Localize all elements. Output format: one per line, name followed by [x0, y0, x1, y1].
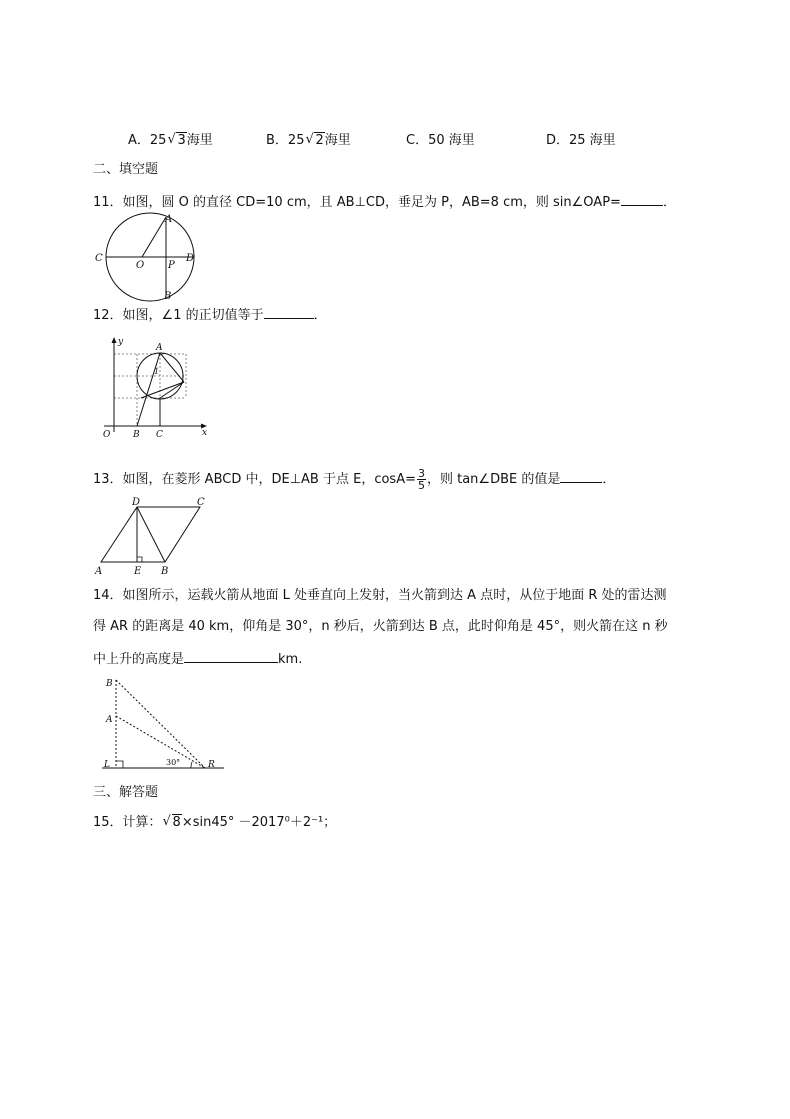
question-15-prefix: 15．计算：: [93, 815, 162, 830]
option-c: C．50 海里: [406, 133, 475, 148]
figure-q13-rhombus: [92, 497, 214, 577]
option-b-unit: 海里: [324, 133, 351, 148]
figure-q12-grid: [100, 334, 212, 442]
option-a-unit: 海里: [186, 133, 213, 148]
option-d: D．25 海里: [546, 133, 616, 148]
question-15: [93, 815, 336, 831]
label-D: D: [186, 253, 195, 264]
question-12: [93, 306, 327, 324]
radical-8: √ 8: [163, 815, 182, 831]
question-13-end: ．: [602, 472, 616, 487]
label-A: A: [165, 214, 173, 225]
question-14-text: 中上升的高度是: [93, 652, 185, 667]
answer-blank-14: [184, 650, 278, 663]
label-D: D: [132, 497, 141, 508]
label-A: A: [156, 343, 163, 353]
label-A: A: [95, 566, 103, 577]
label-A: A: [106, 715, 113, 725]
label-P: P: [168, 260, 175, 271]
label-B: B: [106, 679, 113, 689]
label-O: O: [136, 260, 145, 271]
option-b-radical: √ 2: [305, 133, 324, 148]
figure-q11-circle: [92, 210, 202, 302]
answer-blank-11: [621, 193, 663, 206]
label-E: E: [134, 566, 142, 577]
fraction-3-5: $\frac{3}{5}$: [417, 467, 425, 492]
question-14-line-3: [93, 650, 302, 668]
label-O: O: [103, 430, 111, 440]
label-B: B: [133, 430, 140, 440]
option-a: [128, 129, 213, 148]
question-12-text: 12．如图，∠1 的正切值等于: [93, 308, 264, 323]
label-angle-1: 1: [154, 367, 160, 376]
label-C: C: [156, 430, 163, 440]
label-L: L: [104, 760, 110, 770]
question-13-text-after: ，则 tan∠DBE 的值是: [426, 472, 561, 487]
question-13-text: 13．如图，在菱形 ABCD 中，DE⊥AB 于点 E，cosA=: [93, 472, 416, 487]
question-14-unit: km.: [278, 652, 303, 667]
question-11: [93, 193, 676, 211]
label-x: x: [202, 428, 208, 438]
label-B: B: [161, 566, 169, 577]
question-13: [93, 468, 615, 491]
question-11-text: 11．如图，圆 O 的直径 CD=10 cm，且 AB⊥CD，垂足为 P，AB=8 cm，则 sin∠OAP=: [93, 195, 621, 210]
option-a-radical: √ 3: [167, 133, 186, 148]
label-R: R: [208, 760, 215, 770]
question-14-line-2: 得 AR 的距离是 40 km，仰角是 30°，n 秒后，火箭到达 B 点，此时仰角是 45°，则火箭在这 n 秒: [93, 619, 668, 634]
figure-q14-rocket: [98, 674, 228, 774]
option-a-prefix: A．25: [128, 133, 167, 148]
answer-blank-13: [560, 470, 602, 483]
question-12-end: ．: [313, 308, 327, 323]
label-C: C: [95, 253, 103, 264]
option-b: [266, 129, 351, 148]
label-angle-30: 30°: [166, 758, 181, 767]
section-title-fill-blank: 二、填空题: [93, 162, 159, 177]
label-y: y: [118, 337, 124, 347]
answer-blank-12: [264, 306, 314, 319]
option-b-prefix: B．25: [266, 133, 305, 148]
label-C: C: [197, 497, 205, 508]
section-title-solve: 三、解答题: [93, 785, 159, 800]
label-B: B: [164, 291, 172, 302]
question-14-line-1: 14．如图所示，运载火箭从地面 L 处垂直向上发射，当火箭到达 A 点时，从位于地面 R 处的雷达测: [93, 588, 667, 603]
question-11-end: ．: [662, 195, 676, 210]
question-15-expression: ×sin45° －2017⁰＋2⁻¹；: [181, 815, 337, 830]
